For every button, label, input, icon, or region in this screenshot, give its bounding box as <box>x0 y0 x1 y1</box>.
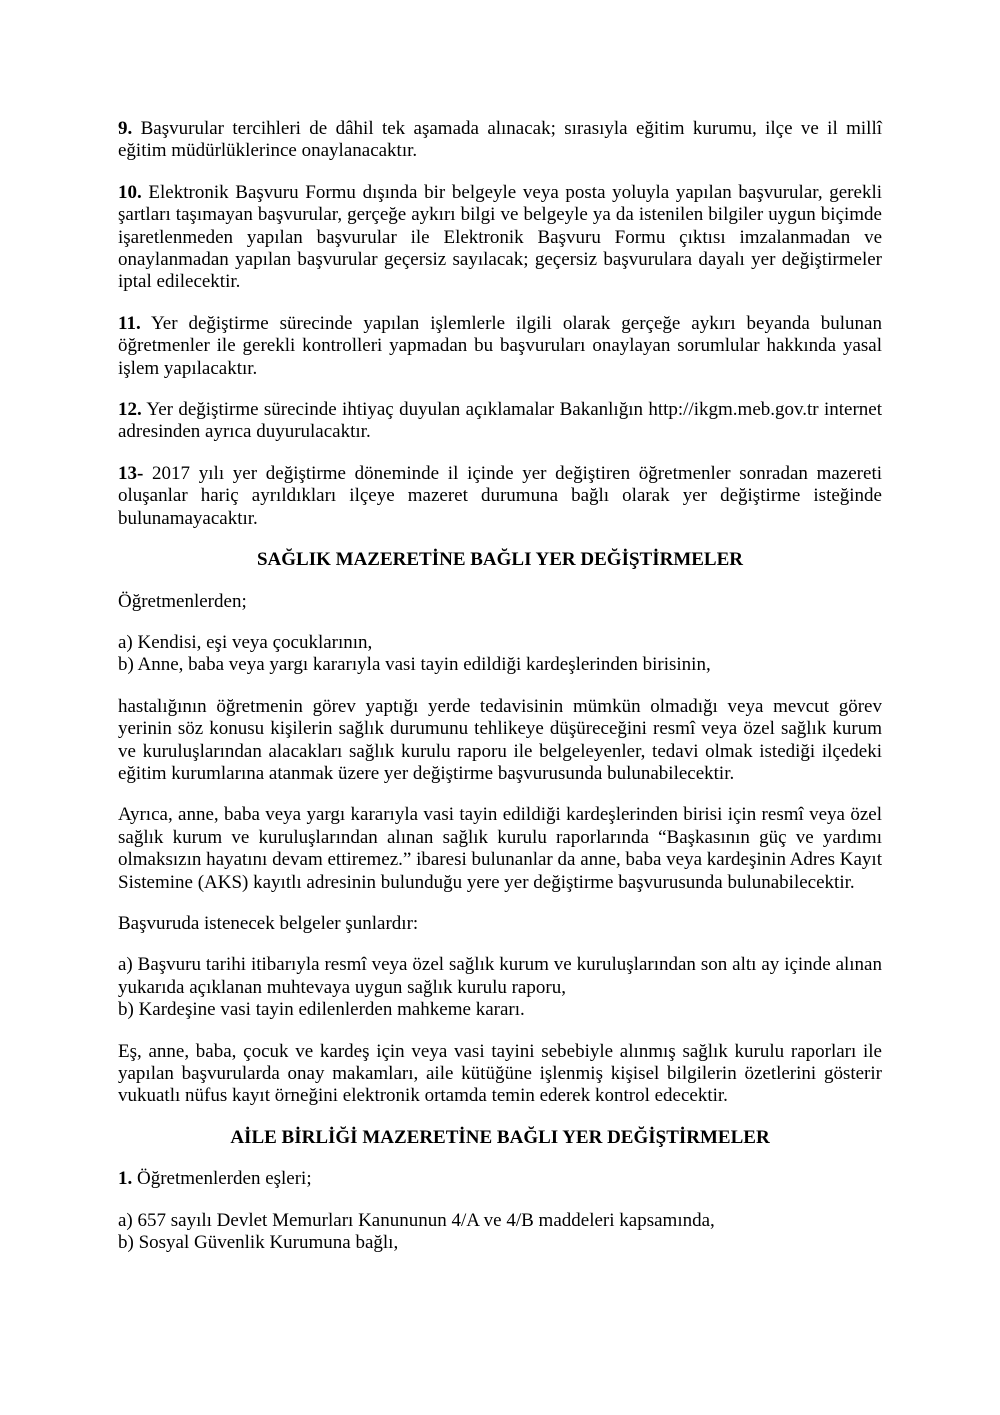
paragraph-item-13 <box>118 463 882 530</box>
paragraph-number-10: 10. <box>118 181 142 203</box>
paragraph-text-9: Başvurular tercihleri de dâhil tek aşamada alınacak; sırasıyla eğitim kurumu, ilçe ve il millî eğitim müdürlüklerince onaylanacaktır. <box>118 118 883 162</box>
list-item-a-kendisi: a) Kendisi, eşi veya çocuklarının, <box>118 631 373 653</box>
paragraph-ogretmenlerden: Öğretmenlerden; <box>118 590 247 612</box>
paragraph-item-1-esleri <box>118 1168 882 1190</box>
paragraph-item-12 <box>118 399 882 444</box>
paragraph-hastaligi-kosullari: hastalığının öğretmenin görev yaptığı yerde tedavisinin mümkün olmadığı veya mevcut görev yerinin söz konusu kişilerin sağlık durumunu tehlikeye düşüreceğini resmî veya özel sağlık kurum ve kuruluşlarından alacakları sağlık kurulu raporu ile belgeleyenler, tedavi olmak istediği ilçedeki eğitim kurumlarına atanmak üzere yer değiştirme başvurusunda bulunabilecektir. <box>118 695 882 784</box>
list-item-a-saglik-raporu: a) Başvuru tarihi itibarıyla resmî veya özel sağlık kurum ve kuruluşlarından son altı ay içinde alınan yukarıda açıklanan muhtevaya uygun sağlık kurulu raporu, <box>118 954 882 998</box>
list-item-a-657-sayili: a) 657 sayılı Devlet Memurları Kanununun 4/A ve 4/B maddeleri kapsamında, <box>118 1209 715 1231</box>
paragraph-text-1: Öğretmenlerden eşleri; <box>137 1168 312 1190</box>
paragraph-text-11: Yer değiştirme sürecinde yapılan işlemlerle ilgili olarak gerçeğe aykırı beyanda bulunan öğretmenler ile gerekli kontrolleri yapmadan bu başvuruları onaylayan sorumlular hakkında yasal işlem yapılacaktır. <box>118 312 882 379</box>
paragraph-number-12: 12. <box>118 399 142 421</box>
paragraph-text-10: Elektronik Başvuru Formu dışında bir belgeyle veya posta yoluyla yapılan başvurular, gerekli şartları taşımayan başvurular, gerçeğe aykırı bilgi ve belgeyle ya da istenilen bilgiler uygun biçimde işaretlenmeden yapılan başvurular ile Elektronik Başvuru Formu çıktısı imzalanmadan ve onaylanmadan yapılan başvurular geçersiz sayılacak; geçersiz başvurulara dayalı yer değiştirmeler iptal edilecektir. <box>118 181 882 293</box>
list-item-b-mahkeme-karari: b) Kardeşine vasi tayin edilenlerden mahkeme kararı. <box>118 999 525 1021</box>
paragraph-number-9: 9. <box>118 118 133 139</box>
paragraph-number-11: 11. <box>118 312 141 334</box>
paragraph-item-10 <box>118 182 882 294</box>
lettered-list-required-documents <box>118 954 882 1021</box>
paragraph-number-13: 13- <box>118 462 144 484</box>
list-item-b-sosyal-guvenlik: b) Sosyal Güvenlik Kurumuna bağlı, <box>118 1232 399 1254</box>
list-item-b-anne-baba: b) Anne, baba veya yargı kararıyla vasi tayin edildiği kardeşlerinden birisinin, <box>118 654 711 676</box>
lettered-list-health-subjects <box>118 632 882 677</box>
paragraph-item-9 <box>118 118 882 163</box>
paragraph-onay-makamlari: Eş, anne, baba, çocuk ve kardeş için veya vasi tayini sebebiyle alınmış sağlık kurulu raporları ile yapılan başvurularda onay makamları, aile kütüğüne işlenmiş kişisel bilgilerin özetlerini gösterir vukuatlı nüfus kayıt örneğini elektronik ortamda temin ederek kontrol edecektir. <box>118 1040 882 1107</box>
paragraph-ayrica-aks: Ayrıca, anne, baba veya yargı kararıyla vasi tayin edildiği kardeşlerinden birisi için resmî veya özel sağlık kurum ve kuruluşlarından alınan sağlık kurulu raporlarında “Başkasının güç ve yardımı olmaksızın hayatını devam ettiremez.” ibaresi bulunanlar da anne, baba veya kardeşinin Adres Kayıt Sistemine (AKS) kayıtlı adresinin bulunduğu yere yer değiştirme başvurusunda bulunabilecektir. <box>118 804 882 893</box>
lettered-list-spouse-status <box>118 1210 882 1255</box>
paragraph-istenecek-belgeler: Başvuruda istenecek belgeler şunlardır: <box>118 912 419 934</box>
paragraph-number-1: 1. <box>118 1168 133 1190</box>
section-heading-saglik-mazereti: SAĞLIK MAZERETİNE BAĞLI YER DEĞİŞTİRMELER <box>256 549 743 571</box>
section-heading-aile-birligi: AİLE BİRLİĞİ MAZERETİNE BAĞLI YER DEĞİŞTİRMELER <box>230 1126 770 1148</box>
paragraph-text-12: Yer değiştirme sürecinde ihtiyaç duyulan açıklamalar Bakanlığın http://ikgm.meb.gov.tr internet adresinden ayrıca duyurulacaktır. <box>118 399 883 443</box>
paragraph-text-13: 2017 yılı yer değiştirme döneminde il içinde yer değiştiren öğretmenler sonradan mazereti oluşanlar hariç ayrıldıkları ilçeye mazeret durumuna bağlı olarak yer değiştirme isteğinde bulunamayacaktır. <box>118 462 883 529</box>
paragraph-item-11 <box>118 313 882 380</box>
